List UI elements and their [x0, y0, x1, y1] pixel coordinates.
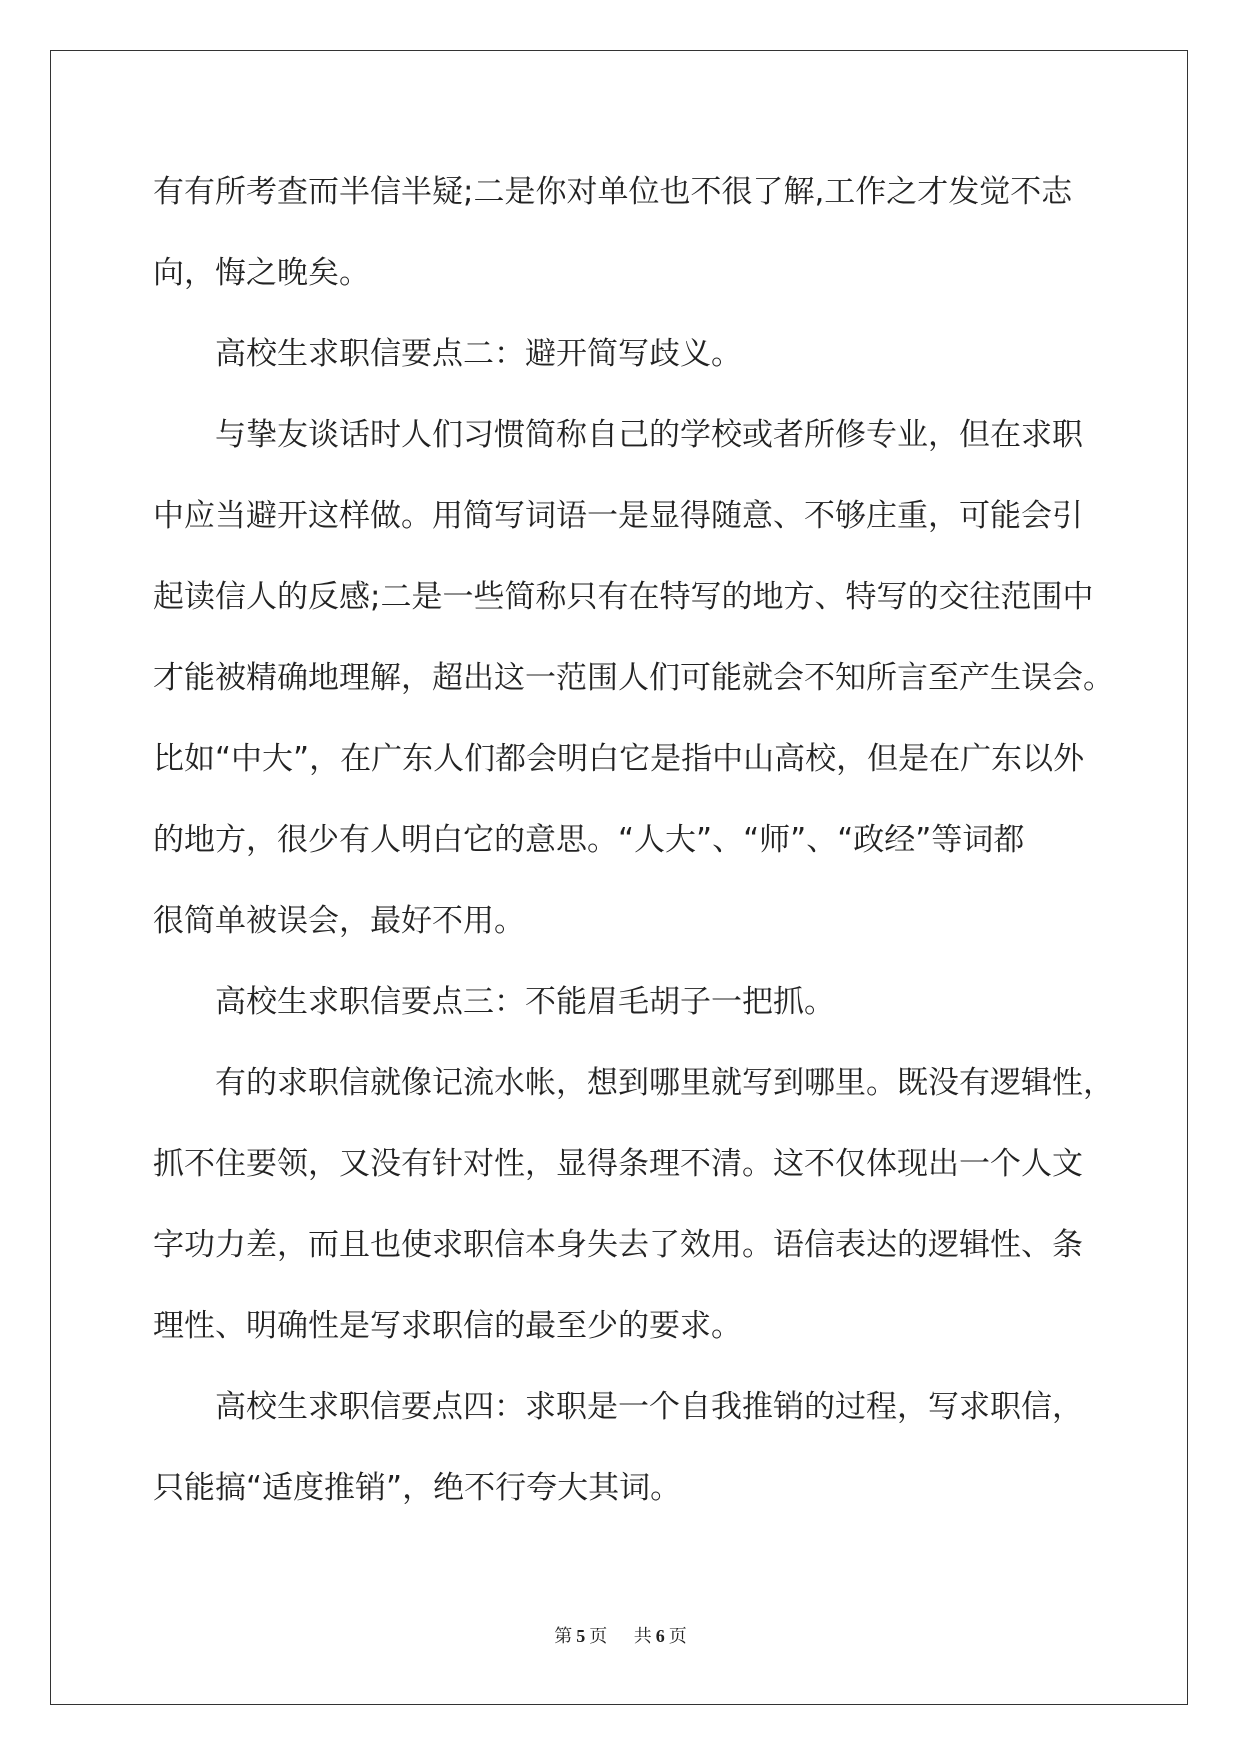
text-line: 向，悔之晚矣。	[153, 255, 370, 291]
total-prefix: 共	[633, 1626, 652, 1646]
paragraph	[153, 395, 1133, 962]
text-line: 中应当避开这样做。用简写词语一是显得随意、不够庄重，可能会引	[153, 498, 1083, 534]
paragraph	[153, 152, 1133, 314]
page-number-current	[554, 1626, 612, 1646]
text-line: 有有所考查而半信半疑;二是你对单位也不很了解,工作之才发觉不志	[153, 174, 1073, 210]
text-line: 很简单被误会，最好不用。	[153, 903, 525, 939]
paragraph	[153, 1043, 1133, 1367]
text-line: 有的求职信就像记流水帐，想到哪里就写到哪里。既没有逻辑性，	[215, 1065, 1114, 1101]
text-line: 字功力差，而且也使求职信本身失去了效用。语信表达的逻辑性、条	[153, 1227, 1083, 1263]
page-number-total	[634, 1626, 687, 1646]
text-line: 理性、明确性是写求职信的最至少的要求。	[153, 1308, 742, 1344]
point-heading: 高校生求职信要点四：求职是一个自我推销的过程，写求职信，	[215, 1389, 1083, 1425]
text-line: 只能搞“适度推销”，绝不行夸大其词。	[153, 1470, 682, 1506]
text-line: 比如“中大”，在广东人们都会明白它是指中山高校，但是在广东以外	[153, 741, 1085, 777]
point-heading-paragraph	[153, 962, 1133, 1043]
page-suffix: 页	[589, 1626, 608, 1646]
text-line: 起读信人的反感;二是一些简称只有在特写的地方、特写的交往范围中	[153, 579, 1094, 615]
point-heading: 高校生求职信要点二：避开简写歧义。	[215, 336, 742, 372]
document-body	[153, 152, 1133, 1529]
text-line: 抓不住要领，又没有针对性，显得条理不清。这不仅体现出一个人文	[153, 1146, 1083, 1182]
point-heading-paragraph	[153, 1367, 1133, 1529]
current-page-number: 5	[576, 1626, 586, 1646]
text-line: 的地方，很少有人明白它的意思。“人大”、“师”、“政经”等词都	[153, 822, 1025, 858]
text-line: 与挚友谈话时人们习惯简称自己的学校或者所修专业，但在求职	[215, 417, 1083, 453]
point-heading-paragraph	[153, 314, 1133, 395]
point-heading: 高校生求职信要点三：不能眉毛胡子一把抓。	[215, 984, 835, 1020]
page-prefix: 第	[554, 1626, 573, 1646]
total-suffix: 页	[668, 1626, 687, 1646]
page-footer	[0, 1622, 1241, 1650]
total-page-number: 6	[655, 1626, 665, 1646]
text-line: 才能被精确地理解，超出这一范围人们可能就会不知所言至产生误会。	[153, 660, 1114, 696]
